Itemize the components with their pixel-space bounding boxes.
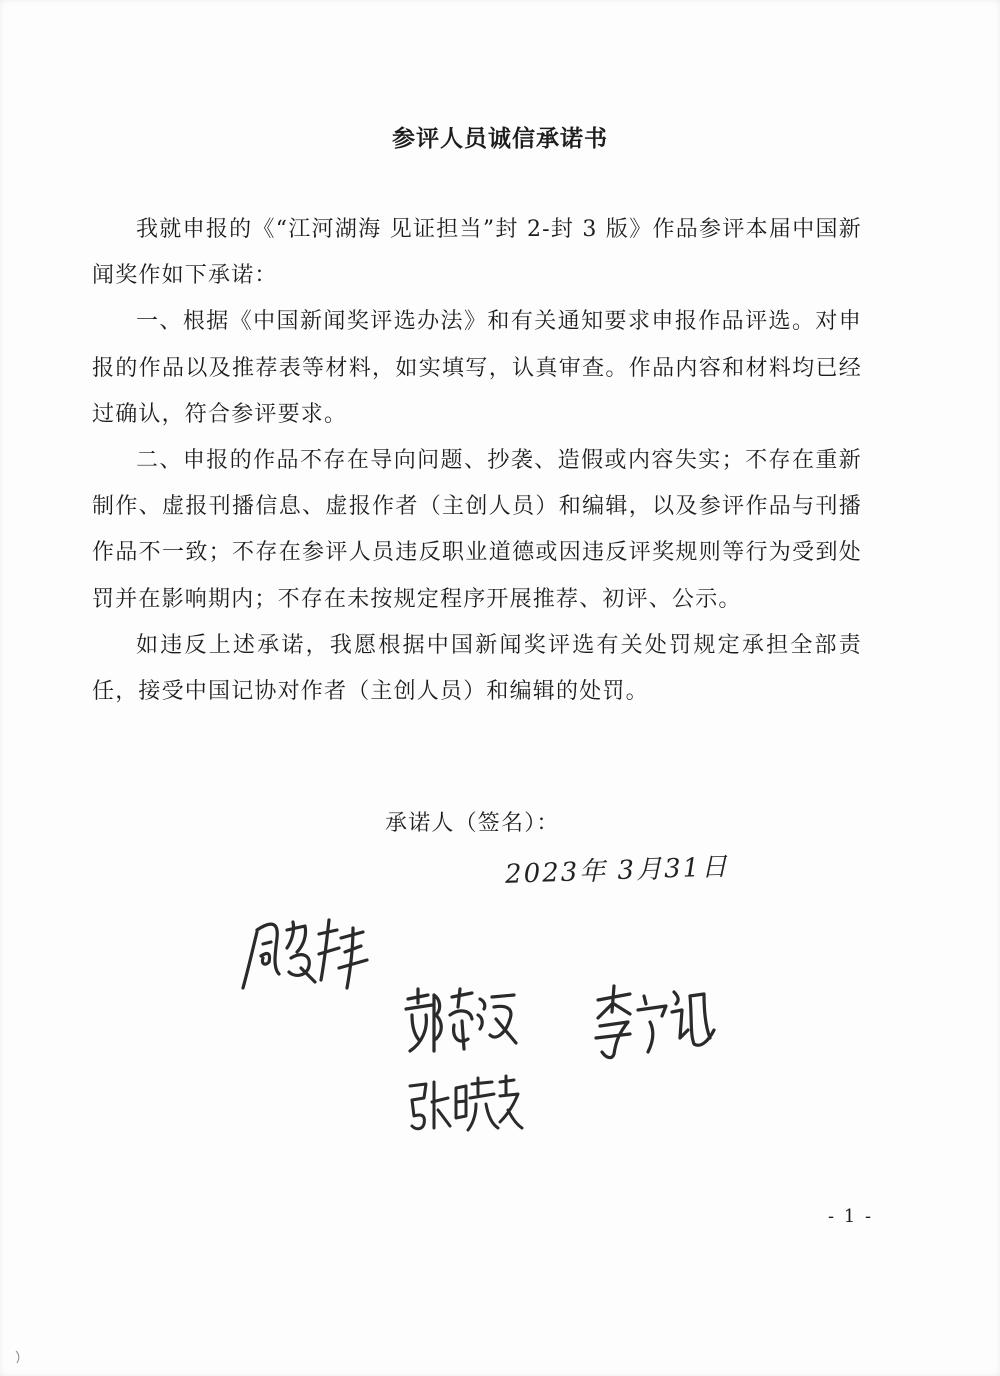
signature-4 <box>404 1074 524 1136</box>
scan-speck <box>14 1350 22 1364</box>
clause-two-paragraph: 二、申报的作品不存在导向问题、抄袭、造假或内容失实；不存在重新制作、虚报刊播信息、虚报作者（主创人员）和编辑，以及参评作品与刊播作品不一致；不存在参评人员违反职业道德或因违反评奖规则等行为受到处罚并在影响期内；不存在未按规定程序开展推荐、初评、公示。 <box>92 448 862 612</box>
page-number: - 1 - <box>828 1206 874 1227</box>
intro-paragraph: 我就申报的《“江河湖海 见证担当”封 2-封 3 版》作品参评本届中国新闻奖作如下承诺： <box>92 217 862 289</box>
clause-one-paragraph: 一、根据《中国新闻奖评选办法》和有关通知要求申报作品评选。对申报的作品以及推荐表等材料，如实填写，认真审查。作品内容和材料均已经过确认，符合参评要求。 <box>92 309 862 427</box>
signature-2 <box>398 985 523 1057</box>
liability-paragraph: 如违反上述承诺，我愿根据中国新闻奖评选有关处罚规定承担全部责任，接受中国记协对作者（主创人员）和编辑的处罚。 <box>92 632 862 705</box>
pledger-label: 承诺人（签名）： <box>385 811 560 836</box>
document-title: 参评人员诚信承诺书 <box>392 125 608 152</box>
document-body <box>92 207 862 715</box>
signature-3 <box>590 982 720 1064</box>
handwritten-date: 2023年 3月31日 <box>504 852 730 890</box>
signature-1 <box>235 908 375 998</box>
